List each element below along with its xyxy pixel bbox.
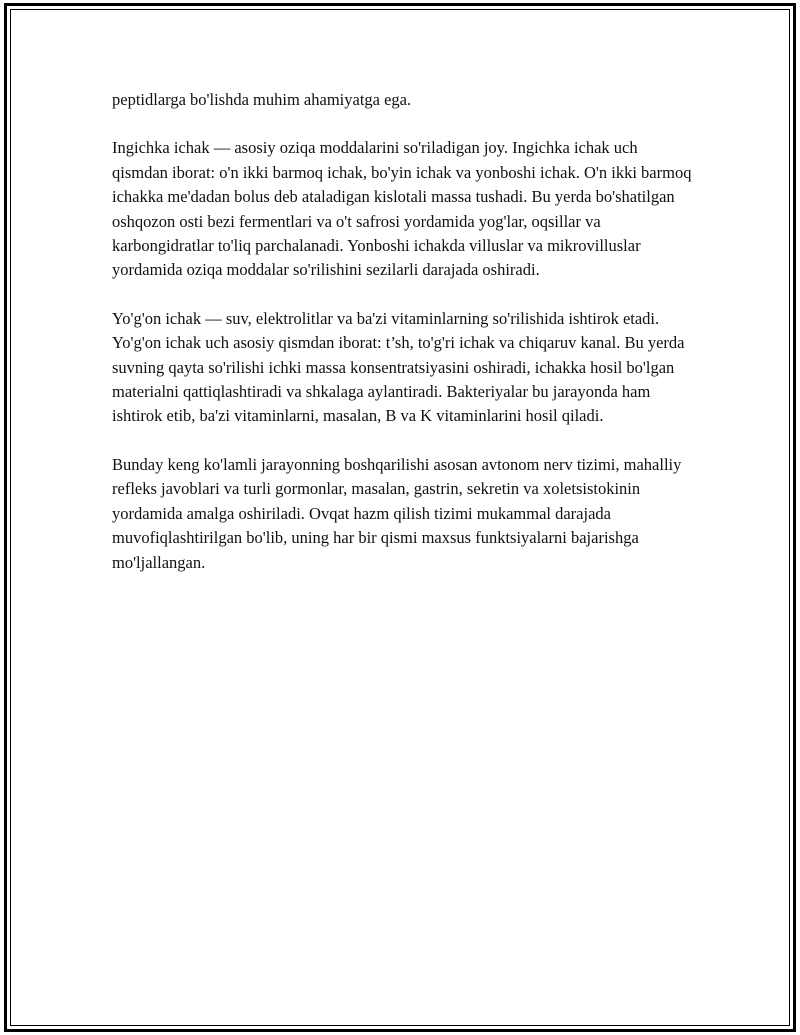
paragraph-ingichka-ichak: Ingichka ichak — asosiy oziqa moddalarini so'riladigan joy. Ingichka ichak uch qismdan iborat: o'n ikki barmoq ichak, bo'yin ichak va yonboshi ichak. O'n ikki barmoq ichakka me'dadan bolus deb ataladigan kislotali massa tushadi. Bu yerda bo'shatilgan oshqozon osti bezi fermentlari va o't safrosi yordamida yog'lar, oqsillar va karbongidratlar to'liq parchalanadi. Yonboshi ichakda villuslar va mikrovilluslar yordamida oziqa moddalar so'rilishini sezilarli darajada oshiradi.: [112, 138, 692, 280]
paragraph-boshqarilishi: Bunday keng ko'lamli jarayonning boshqarilishi asosan avtonom nerv tizimi, mahalliy refleks javoblari va turli gormonlar, masalan, gastrin, sekretin va xoletsistokinin yordamida amalga oshiriladi. Ovqat hazm qilish tizimi mukammal darajada muvofiqlashtirilgan bo'lib, uning har bir qismi maxsus funktsiyalarni bajarishga mo'ljallangan.: [112, 454, 682, 572]
document-body: [112, 88, 697, 599]
paragraph-1: peptidlarga bo'lishda muhim ahamiyatga ega.: [112, 90, 412, 109]
paragraph-yogon-ichak: Yo'g'on ichak — suv, elektrolitlar va ba'zi vitaminlarning so'rilishida ishtirok etadi. Yo'g'on ichak uch asosiy qismdan iborat: t’sh, to'g'ri ichak va chiqaruv kanal. Bu yerda suvning qayta so'rilishi ichki massa konsentratsiyasini oshiradi, ichakka hosil bo'lgan materialni qattiqlashtiradi va shkalaga aylantiradi. Bakteriyalar bu jarayonda ham ishtirok etib, ba'zi vitaminlarni, masalan, B va K vitaminlarini hosil qiladi.: [112, 308, 685, 426]
